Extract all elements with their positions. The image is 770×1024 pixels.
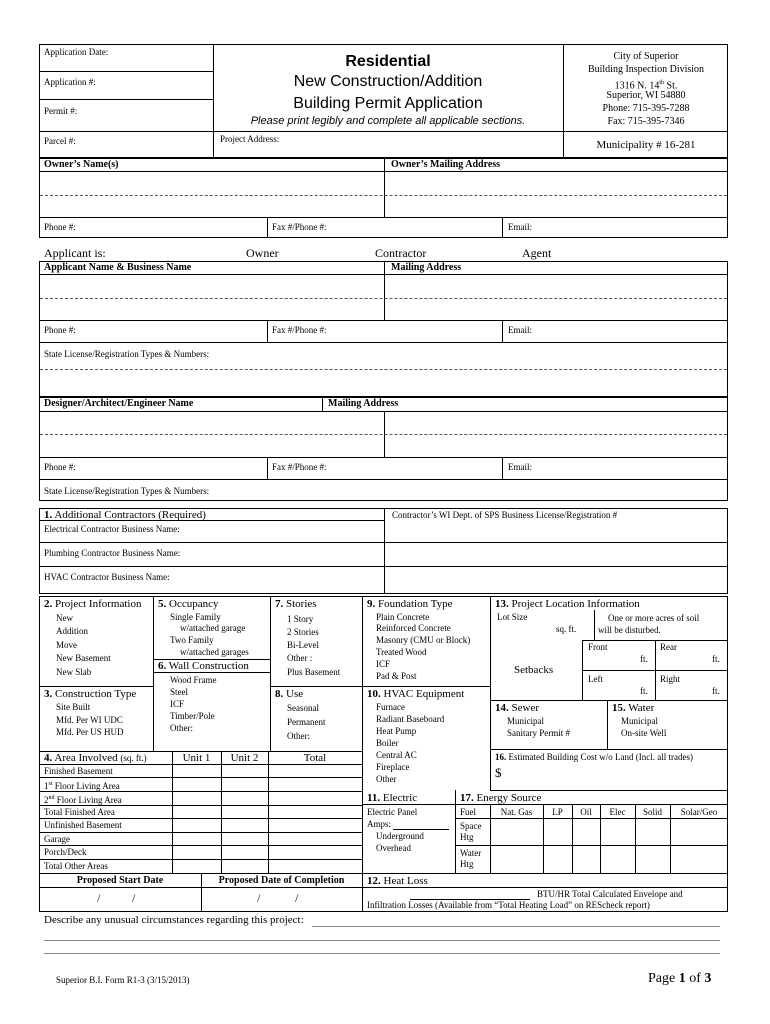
completion-date-slash-1[interactable]: / bbox=[257, 891, 261, 905]
stories-one-option[interactable]: 1 Story bbox=[287, 614, 314, 624]
setback-left-unit: ft. bbox=[640, 686, 648, 696]
unusual-circumstances-input[interactable] bbox=[312, 914, 722, 954]
setback-right-label: Right bbox=[660, 674, 681, 684]
applicant-name-heading: Applicant Name & Business Name bbox=[44, 262, 192, 273]
hvac-furnace-option[interactable]: Furnace bbox=[376, 702, 405, 712]
electric-panel-label: Electric Panel bbox=[367, 807, 418, 817]
foundation-pad-post-option[interactable]: Pad & Post bbox=[376, 671, 417, 681]
acres-disturbed-text-1[interactable]: One or more acres of soil bbox=[608, 613, 700, 623]
occupancy-two-family-option[interactable]: Two Family bbox=[170, 635, 214, 645]
plumbing-contractor-field[interactable]: Plumbing Contractor Business Name: bbox=[44, 548, 181, 558]
energy-water-htg-label: Htg bbox=[460, 859, 474, 869]
energy-elec-header: Elec bbox=[609, 807, 626, 817]
owner-fax-field[interactable]: Fax #/Phone #: bbox=[272, 222, 327, 232]
area-row-finished-basement: Finished Basement bbox=[44, 766, 113, 776]
division-street: 1316 N. 14th St. bbox=[614, 80, 678, 92]
application-number-label: Application #: bbox=[44, 77, 96, 87]
occupancy-single-garage-option[interactable]: w/attached garage bbox=[180, 623, 246, 633]
hvac-central-ac-option[interactable]: Central AC bbox=[376, 750, 417, 760]
project-info-new-basement-option[interactable]: New Basement bbox=[56, 653, 111, 663]
lot-size-unit: sq. ft. bbox=[556, 624, 577, 634]
wall-other-option[interactable]: Other: bbox=[170, 723, 193, 733]
setback-left-label: Left bbox=[588, 674, 603, 684]
applicant-fax-field[interactable]: Fax #/Phone #: bbox=[272, 325, 327, 335]
wall-icf-option[interactable]: ICF bbox=[170, 699, 185, 709]
applicant-is-label: Applicant is: bbox=[44, 246, 106, 260]
heat-loss-btu-label: BTU/HR Total Calculated Envelope and bbox=[537, 889, 683, 899]
electric-heading: 11. Electric bbox=[367, 792, 418, 804]
division-phone: Phone: 715-395-7288 bbox=[602, 103, 690, 114]
hvac-equipment-heading: 10. HVAC Equipment bbox=[367, 688, 465, 700]
division-fax: Fax: 715-395-7346 bbox=[607, 116, 685, 127]
setback-rear-label: Rear bbox=[660, 642, 677, 652]
hvac-contractor-field[interactable]: HVAC Contractor Business Name: bbox=[44, 572, 170, 582]
designer-license-field[interactable]: State License/Registration Types & Numbers: bbox=[44, 486, 210, 496]
project-info-new-slab-option[interactable]: New Slab bbox=[56, 667, 92, 677]
project-info-new-option[interactable]: New bbox=[56, 613, 73, 623]
wall-construction-heading: 6. Wall Construction bbox=[158, 660, 249, 672]
project-info-move-option[interactable]: Move bbox=[56, 640, 77, 650]
applicant-mailing-input[interactable] bbox=[387, 276, 726, 318]
wall-wood-frame-option[interactable]: Wood Frame bbox=[170, 675, 217, 685]
electric-overhead-option[interactable]: Overhead bbox=[376, 843, 411, 853]
foundation-treated-wood-option[interactable]: Treated Wood bbox=[376, 647, 427, 657]
proposed-completion-date-label: Proposed Date of Completion bbox=[218, 875, 345, 886]
water-heading: 15. Water bbox=[612, 702, 655, 714]
area-row-first-floor: 1st Floor Living Area bbox=[44, 781, 120, 791]
acres-disturbed-text-2: will be disturbed. bbox=[598, 625, 661, 635]
hvac-fireplace-option[interactable]: Fireplace bbox=[376, 762, 410, 772]
area-row-second-floor: 2nd Floor Living Area bbox=[44, 795, 122, 805]
energy-lp-header: LP bbox=[552, 807, 563, 817]
contractor-sps-label: Contractor’s WI Dept. of SPS Business License/Registration # bbox=[392, 510, 618, 520]
electrical-contractor-field[interactable]: Electrical Contractor Business Name: bbox=[44, 524, 180, 534]
applicant-phone-field[interactable]: Phone #: bbox=[44, 325, 76, 335]
applicant-license-field[interactable]: State License/Registration Types & Numbers: bbox=[44, 349, 210, 359]
designer-mailing-input[interactable] bbox=[387, 413, 726, 455]
project-location-heading: 13. Project Location Information bbox=[495, 598, 640, 610]
energy-nat-gas-header: Nat. Gas bbox=[500, 807, 533, 817]
energy-water-label: Water bbox=[460, 848, 482, 858]
stories-heading: 7. Stories bbox=[275, 598, 317, 610]
area-row-unfinished-basement: Unfinished Basement bbox=[44, 820, 122, 830]
energy-space-label: Space bbox=[460, 821, 482, 831]
wall-timber-pole-option[interactable]: Timber/Pole bbox=[170, 711, 215, 721]
use-other-option[interactable]: Other: bbox=[287, 731, 310, 741]
construction-type-heading: 3. Construction Type bbox=[44, 688, 137, 700]
wall-steel-option[interactable]: Steel bbox=[170, 687, 188, 697]
setbacks-label: Setbacks bbox=[514, 664, 554, 676]
hvac-other-option[interactable]: Other bbox=[376, 774, 397, 784]
applicant-mailing-heading: Mailing Address bbox=[391, 262, 462, 273]
city-name: City of Superior bbox=[613, 51, 679, 62]
area-row-porch-deck: Porch/Deck bbox=[44, 847, 87, 857]
building-cost-heading: 16. Estimated Building Cost w/o Land (Incl. all trades) bbox=[495, 752, 693, 762]
energy-source-grid[interactable] bbox=[491, 819, 727, 872]
use-heading: 8. Use bbox=[275, 688, 304, 700]
foundation-reinforced-concrete-option[interactable]: Reinforced Concrete bbox=[376, 623, 451, 633]
energy-space-htg-label: Htg bbox=[460, 832, 474, 842]
project-address-label: Project Address: bbox=[220, 134, 280, 144]
occupancy-two-garages-option[interactable]: w/attached garages bbox=[180, 647, 249, 657]
stories-bi-level-option[interactable]: Bi-Level bbox=[287, 640, 319, 650]
energy-fuel-label: Fuel bbox=[460, 807, 477, 817]
hvac-heat-pump-option[interactable]: Heat Pump bbox=[376, 726, 417, 736]
construction-us-hud-option[interactable]: Mfd. Per US HUD bbox=[56, 727, 124, 737]
owner-email-field[interactable]: Email: bbox=[508, 222, 532, 232]
lot-size-label: Lot Size bbox=[497, 612, 528, 622]
use-seasonal-option[interactable]: Seasonal bbox=[287, 703, 319, 713]
construction-wi-udc-option[interactable]: Mfd. Per WI UDC bbox=[56, 715, 123, 725]
project-information-heading: 2. Project Information bbox=[44, 598, 142, 610]
owner-mailing-heading: Owner’s Mailing Address bbox=[391, 159, 501, 170]
setback-front-unit: ft. bbox=[640, 654, 648, 664]
division-name: Building Inspection Division bbox=[587, 64, 705, 75]
stories-plus-basement-option[interactable]: Plus Basement bbox=[287, 667, 341, 677]
heat-loss-infiltration-label: Infiltration Losses (Available from “Total Heating Load” on REScheck report) bbox=[367, 900, 650, 910]
energy-solar-geo-header: Solar/Geo bbox=[680, 807, 718, 817]
setback-front-label: Front bbox=[588, 642, 608, 652]
occupancy-single-family-option[interactable]: Single Family bbox=[170, 612, 221, 622]
water-municipal-option[interactable]: Municipal bbox=[621, 716, 658, 726]
energy-source-heading: 17. Energy Source bbox=[460, 792, 542, 804]
stories-two-option[interactable]: 2 Stories bbox=[287, 627, 319, 637]
form-number: Superior B.I. Form R1-3 (3/15/2013) bbox=[56, 975, 190, 985]
use-permanent-option[interactable]: Permanent bbox=[287, 717, 326, 727]
energy-solid-header: Solid bbox=[642, 807, 662, 817]
building-cost-input[interactable]: $ bbox=[495, 765, 502, 780]
area-total-header: Total bbox=[303, 752, 327, 764]
area-row-total-other: Total Other Areas bbox=[44, 861, 108, 871]
applicant-agent-option[interactable]: Agent bbox=[522, 246, 552, 260]
foundation-icf-option[interactable]: ICF bbox=[376, 659, 391, 669]
heat-loss-heading: 12. Heat Loss bbox=[367, 875, 428, 887]
setback-right-unit: ft. bbox=[712, 686, 720, 696]
sewer-heading: 14. Sewer bbox=[495, 702, 539, 714]
owner-name-heading: Owner’s Name(s) bbox=[44, 159, 119, 170]
division-city-state: Superior, WI 54880 bbox=[606, 90, 686, 101]
sewer-municipal-option[interactable]: Municipal bbox=[507, 716, 544, 726]
stories-other-option[interactable]: Other : bbox=[287, 653, 313, 663]
proposed-start-date-label: Proposed Start Date bbox=[76, 875, 164, 886]
hvac-radiant-baseboard-option[interactable]: Radiant Baseboard bbox=[376, 714, 445, 724]
form-instruction: Please print legibly and complete all applicable sections. bbox=[250, 115, 526, 127]
designer-fax-field[interactable]: Fax #/Phone #: bbox=[272, 462, 327, 472]
form-title-construction: New Construction/Addition bbox=[293, 73, 483, 90]
area-involved-heading: 4. Area Involved (sq. ft.) bbox=[44, 752, 147, 764]
area-input-grid[interactable] bbox=[173, 765, 361, 872]
form-title-permit: Building Permit Application bbox=[293, 95, 483, 112]
owner-mailing-input[interactable] bbox=[387, 173, 726, 215]
sewer-sanitary-permit-option[interactable]: Sanitary Permit # bbox=[507, 728, 570, 738]
page-indicator: Page 1 of 3 bbox=[648, 971, 712, 986]
application-date-label: Application Date: bbox=[44, 47, 109, 57]
project-info-addition-option[interactable]: Addition bbox=[56, 626, 89, 636]
contractors-heading: 1. Additional Contractors (Required) bbox=[44, 509, 206, 521]
designer-name-heading: Designer/Architect/Engineer Name bbox=[44, 398, 194, 409]
applicant-email-field[interactable]: Email: bbox=[508, 325, 532, 335]
water-well-option[interactable]: On-site Well bbox=[621, 728, 667, 738]
electric-amps-field[interactable]: Amps: bbox=[367, 819, 392, 829]
designer-mailing-heading: Mailing Address bbox=[328, 398, 399, 409]
designer-phone-field[interactable]: Phone #: bbox=[44, 462, 76, 472]
foundation-type-heading: 9. Foundation Type bbox=[367, 598, 453, 610]
permit-number-label: Permit #: bbox=[44, 106, 78, 116]
applicant-name-input[interactable] bbox=[41, 276, 381, 318]
owner-name-input[interactable] bbox=[41, 173, 381, 215]
area-unit2-header: Unit 2 bbox=[230, 752, 259, 764]
municipality-number: Municipality # 16-281 bbox=[596, 139, 696, 151]
form-title-residential: Residential bbox=[345, 53, 431, 70]
area-row-total-finished: Total Finished Area bbox=[44, 807, 115, 817]
construction-site-built-option[interactable]: Site Built bbox=[56, 702, 91, 712]
designer-name-input[interactable] bbox=[41, 413, 381, 455]
area-row-garage: Garage bbox=[44, 834, 70, 844]
occupancy-heading: 5. Occupancy bbox=[158, 598, 219, 610]
electric-underground-option[interactable]: Underground bbox=[376, 831, 424, 841]
applicant-owner-option[interactable]: Owner bbox=[246, 246, 279, 260]
unusual-circumstances-label: Describe any unusual circumstances regarding this project: bbox=[44, 914, 304, 926]
start-date-slash-2[interactable]: / bbox=[132, 891, 136, 905]
completion-date-slash-2[interactable]: / bbox=[295, 891, 299, 905]
start-date-slash-1[interactable]: / bbox=[97, 891, 101, 905]
foundation-masonry-option[interactable]: Masonry (CMU or Block) bbox=[376, 635, 471, 645]
owner-phone-field[interactable]: Phone #: bbox=[44, 222, 76, 232]
applicant-contractor-option[interactable]: Contractor bbox=[375, 246, 427, 260]
foundation-plain-concrete-option[interactable]: Plain Concrete bbox=[376, 612, 430, 622]
setback-rear-unit: ft. bbox=[712, 654, 720, 664]
parcel-number-label: Parcel #: bbox=[44, 136, 76, 146]
area-unit1-header: Unit 1 bbox=[182, 752, 211, 764]
energy-oil-header: Oil bbox=[580, 807, 592, 817]
hvac-boiler-option[interactable]: Boiler bbox=[376, 738, 399, 748]
designer-email-field[interactable]: Email: bbox=[508, 462, 532, 472]
